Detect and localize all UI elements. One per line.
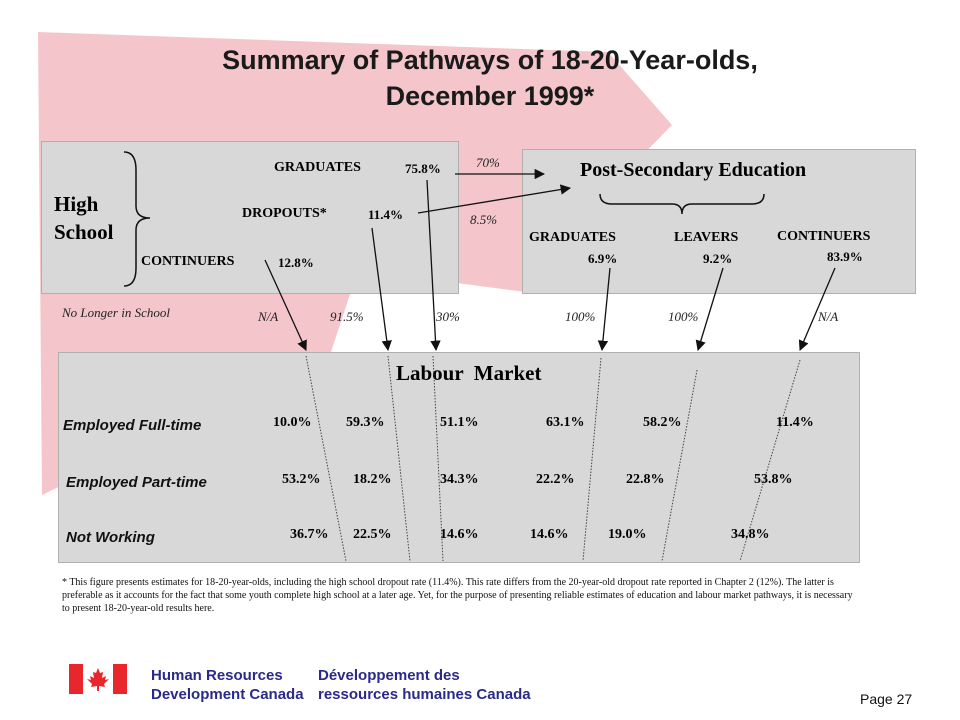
table-cell: 34.3% bbox=[440, 472, 479, 487]
table-cell: 34.8% bbox=[731, 527, 770, 542]
pse-continuers-label: CONTINUERS bbox=[777, 229, 871, 244]
table-cell: 11.4% bbox=[776, 415, 814, 430]
no-longer-value: N/A bbox=[818, 309, 839, 324]
pse-graduates-value: 6.9% bbox=[588, 251, 618, 266]
row-label-employed-full-time: Employed Full-time bbox=[63, 417, 202, 434]
pse-graduates-label: GRADUATES bbox=[529, 230, 616, 245]
no-longer-value: 91.5% bbox=[330, 309, 364, 324]
no-longer-value: N/A bbox=[258, 309, 279, 324]
hs-continuers-label: CONTINUERS bbox=[141, 254, 235, 269]
title-line-1: Summary of Pathways of 18-20-Year-olds, bbox=[222, 45, 758, 75]
table-cell: 19.0% bbox=[608, 527, 647, 542]
table-cell: 14.6% bbox=[440, 527, 479, 542]
high-school-label-line-2: School bbox=[54, 220, 114, 244]
column-dividers bbox=[306, 356, 800, 561]
no-longer-in-school-label: No Longer in School bbox=[62, 305, 170, 320]
logo-english-line-2: Development Canada bbox=[151, 686, 304, 703]
table-cell: 14.6% bbox=[530, 527, 569, 542]
row-label-employed-part-time: Employed Part-time bbox=[66, 474, 207, 491]
table-cell: 22.8% bbox=[626, 472, 665, 487]
high-school-label-line-1: High bbox=[54, 192, 99, 216]
table-cell: 18.2% bbox=[353, 472, 392, 487]
table-cell: 51.1% bbox=[440, 415, 479, 430]
arrows-to-labour-market bbox=[265, 180, 835, 350]
logo-english-line-1: Human Resources bbox=[151, 667, 283, 684]
no-longer-value: 100% bbox=[565, 309, 596, 324]
table-cell: 36.7% bbox=[290, 527, 329, 542]
table-cell: 53.2% bbox=[282, 472, 321, 487]
logo-french-line-2: ressources humaines Canada bbox=[318, 686, 531, 703]
table-cell: 10.0% bbox=[273, 415, 312, 430]
row-label-not-working: Not Working bbox=[66, 529, 155, 546]
labour-market-title: Labour Market bbox=[396, 361, 542, 385]
logo-french bbox=[318, 666, 531, 704]
canada-flag-icon bbox=[69, 664, 127, 694]
hs-graduates-label: GRADUATES bbox=[274, 160, 361, 175]
arrow-dropouts-to-pse bbox=[418, 188, 570, 213]
hs-dropouts-label: DROPOUTS* bbox=[242, 206, 327, 221]
pse-leavers-label: LEAVERS bbox=[674, 230, 739, 245]
hs-continuers-value: 12.8% bbox=[278, 255, 314, 270]
logo-english bbox=[151, 666, 304, 704]
table-cell: 63.1% bbox=[546, 415, 585, 430]
logo-french-line-1: Développement des bbox=[318, 667, 460, 684]
hs-graduates-value: 75.8% bbox=[405, 161, 441, 176]
title-line-2: December 1999* bbox=[385, 81, 595, 111]
table-cell: 53.8% bbox=[754, 472, 793, 487]
table-cell: 59.3% bbox=[346, 415, 385, 430]
arrow-label-dropouts-to-pse: 8.5% bbox=[470, 212, 498, 227]
no-longer-value: 100% bbox=[668, 309, 699, 324]
no-longer-value: 30% bbox=[436, 309, 460, 324]
pse-continuers-value: 83.9% bbox=[827, 249, 863, 264]
arrow-label-graduates-to-pse: 70% bbox=[476, 155, 500, 170]
hs-dropouts-value: 11.4% bbox=[368, 207, 404, 222]
table-cell: 58.2% bbox=[643, 415, 682, 430]
footnote: * This figure presents estimates for 18-20-year-olds, including the high school dropout rate (11.4%). This rate differs from the 20-year-old dropout rate reported in Chapter 2 (12%). The latter is preferable as it accounts for the fact that some youth complete high school at a later age. Yet, for the purpose of presenting reliable estimates of education and labour market pathways, it is necessary to present 18-20-year-old results here. bbox=[62, 577, 853, 614]
pse-leavers-value: 9.2% bbox=[703, 251, 733, 266]
table-cell: 22.2% bbox=[536, 472, 575, 487]
table-cell: 22.5% bbox=[353, 527, 392, 542]
pse-title: Post-Secondary Education bbox=[580, 159, 807, 181]
page-number: Page 27 bbox=[860, 691, 913, 707]
